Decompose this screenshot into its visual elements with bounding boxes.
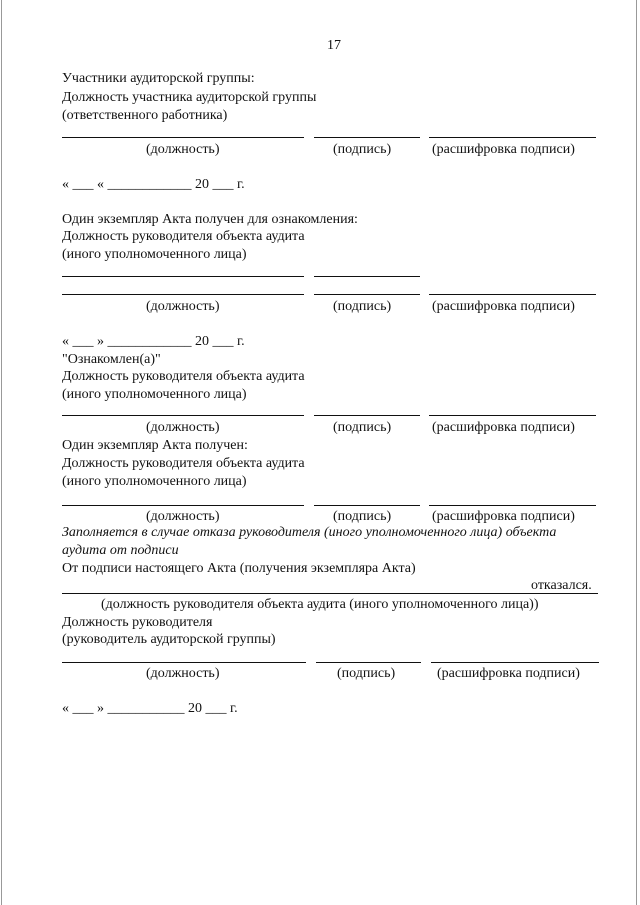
label-position: (должность) — [146, 142, 220, 157]
label-signature: (подпись) — [337, 666, 396, 681]
head-position-title: Должность руководителя — [62, 615, 213, 630]
label-position: (должность) — [146, 420, 220, 435]
refusal-statement: От подписи настоящего Акта (получения экземпляра Акта) — [62, 561, 416, 576]
refusal-note-line2: аудита от подписи — [62, 543, 179, 558]
sig-line-decoding — [429, 294, 596, 295]
sig-line-signature — [314, 415, 420, 416]
section3-title: "Ознакомлен(а)" — [62, 352, 161, 367]
refused-word: отказался. — [531, 578, 592, 593]
head-position-subtitle: (руководитель аудиторской группы) — [62, 632, 276, 647]
sig-line-signature — [316, 662, 421, 663]
sig-line-position — [62, 137, 304, 138]
label-decoding: (расшифровка подписи) — [432, 420, 575, 435]
label-decoding: (расшифровка подписи) — [437, 666, 580, 681]
label-signature: (подпись) — [333, 420, 392, 435]
section2-title: Один экземпляр Акта получен для ознакомления: — [62, 212, 358, 227]
scan-right-edge — [636, 0, 637, 905]
label-signature: (подпись) — [333, 142, 392, 157]
refusal-note-line1: Заполняется в случае отказа руководителя (иного уполномоченного лица) объекта — [62, 525, 557, 540]
sig-line-decoding — [429, 505, 596, 506]
section1-line3: (ответственного работника) — [62, 108, 228, 123]
section2-line2: Должность руководителя объекта аудита — [62, 229, 305, 244]
date-line: « ___ » ___________ 20 ___ г. — [62, 701, 238, 716]
label-position: (должность) — [146, 666, 220, 681]
sig-line-signature — [314, 505, 420, 506]
section1-title: Участники аудиторской группы: — [62, 71, 255, 86]
section4-line3: (иного уполномоченного лица) — [62, 474, 247, 489]
section4-title: Один экземпляр Акта получен: — [62, 438, 248, 453]
section2-line3: (иного уполномоченного лица) — [62, 247, 247, 262]
sig-line-position — [62, 662, 306, 663]
date-line: « ___ « ____________ 20 ___ г. — [62, 177, 245, 192]
section3-line3: (иного уполномоченного лица) — [62, 387, 247, 402]
section1-line2: Должность участника аудиторской группы — [62, 90, 317, 105]
sig-line-position — [62, 415, 304, 416]
label-decoding: (расшифровка подписи) — [432, 299, 575, 314]
label-signature: (подпись) — [333, 299, 392, 314]
refusal-position-line — [62, 593, 598, 594]
sig-line-position — [62, 505, 304, 506]
blank-line — [314, 276, 420, 277]
section4-line2: Должность руководителя объекта аудита — [62, 456, 305, 471]
label-signature: (подпись) — [333, 509, 392, 524]
label-decoding: (расшифровка подписи) — [432, 142, 575, 157]
sig-line-decoding — [431, 662, 599, 663]
page-number: 17 — [327, 38, 341, 53]
sig-line-signature — [314, 137, 420, 138]
sig-line-position — [62, 294, 304, 295]
blank-line — [62, 276, 304, 277]
sig-line-signature — [314, 294, 420, 295]
refusal-caption: (должность руководителя объекта аудита (иного уполномоченного лица)) — [101, 597, 539, 612]
label-decoding: (расшифровка подписи) — [432, 509, 575, 524]
scan-left-edge — [1, 0, 2, 905]
sig-line-decoding — [429, 137, 596, 138]
label-position: (должность) — [146, 299, 220, 314]
label-position: (должность) — [146, 509, 220, 524]
section3-line2: Должность руководителя объекта аудита — [62, 369, 305, 384]
date-line: « ___ » ____________ 20 ___ г. — [62, 334, 245, 349]
sig-line-decoding — [429, 415, 596, 416]
